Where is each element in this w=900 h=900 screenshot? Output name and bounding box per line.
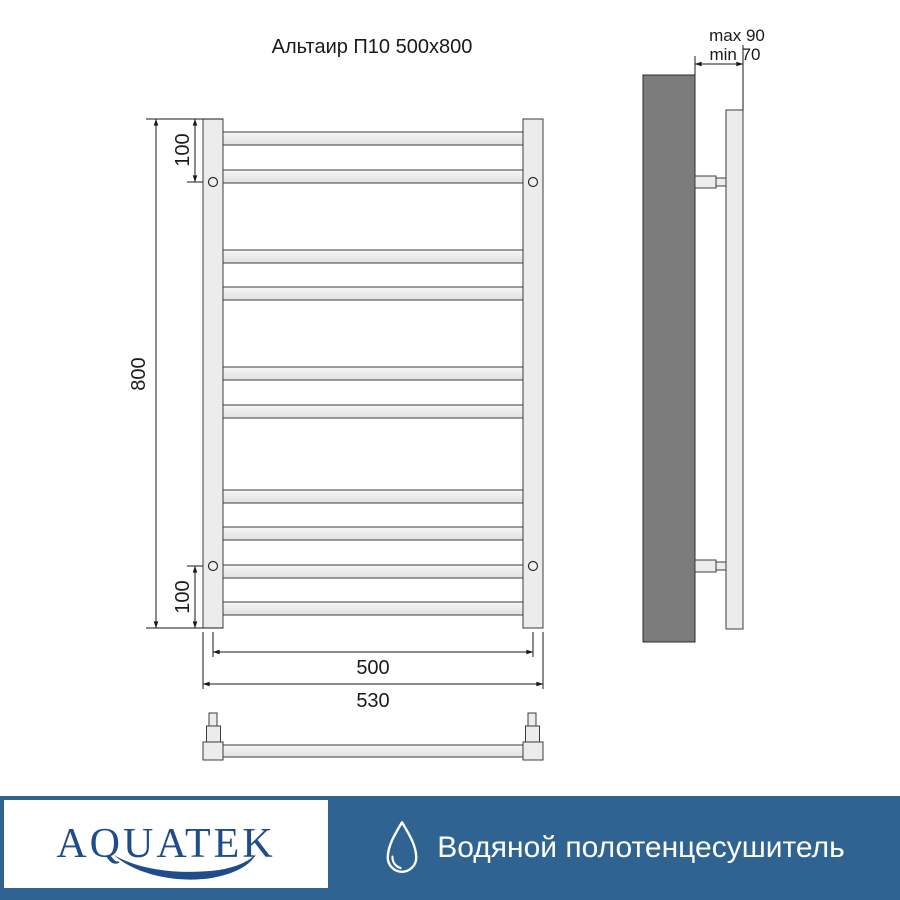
towel-bar	[223, 250, 523, 263]
left-post	[203, 119, 223, 628]
wall-bracket	[695, 560, 716, 572]
towel-bar	[223, 490, 523, 503]
dim-label-bottom-offset: 100	[172, 580, 194, 614]
pipe-fitting-top	[528, 713, 536, 726]
mount-hole	[529, 562, 538, 571]
drawing-title: Альтаир П10 500x800	[271, 36, 473, 58]
wall-bracket	[695, 176, 716, 188]
right-post	[523, 119, 543, 628]
banner-caption-group	[328, 796, 900, 900]
dim-label-axle-width: 500	[356, 657, 390, 679]
mount-hole	[529, 178, 538, 187]
towel-bar	[223, 405, 523, 418]
towel-bar	[223, 170, 523, 183]
towel-bar	[223, 132, 523, 145]
wall-section	[643, 75, 695, 642]
dim-label-max-clearance: max 90	[709, 26, 765, 45]
dim-label-height: 800	[128, 357, 150, 391]
towel-bar	[223, 367, 523, 380]
pipe-fitting	[207, 726, 221, 742]
brand-logo-text: AQUATEK	[56, 821, 276, 867]
front-view	[203, 119, 543, 628]
dim-label-min-clearance: min 70	[709, 45, 761, 64]
wall-bracket-coupler	[716, 178, 726, 186]
top-view	[203, 713, 543, 760]
dim-label-overall-width: 530	[356, 690, 390, 712]
brand-logo-box	[4, 800, 328, 888]
towel-bar	[223, 602, 523, 615]
brand-banner	[0, 796, 900, 900]
mount-hole	[209, 178, 218, 187]
water-drop-icon	[383, 819, 421, 877]
corner-block	[203, 742, 223, 760]
towel-bar	[223, 527, 523, 540]
dim-label-top-offset: 100	[172, 133, 194, 167]
pipe-fitting-top	[209, 713, 217, 726]
corner-block	[523, 742, 543, 760]
towel-bar	[223, 565, 523, 578]
collector-tube	[223, 745, 523, 757]
brand-logo	[4, 800, 328, 888]
rail-side-profile	[726, 110, 743, 629]
towel-bar	[223, 287, 523, 300]
wall-bracket-coupler	[716, 562, 726, 570]
side-view	[643, 26, 765, 642]
product-type-label: Водяной полотенцесушитель	[437, 831, 845, 864]
mount-hole	[209, 562, 218, 571]
pipe-fitting	[526, 726, 540, 742]
